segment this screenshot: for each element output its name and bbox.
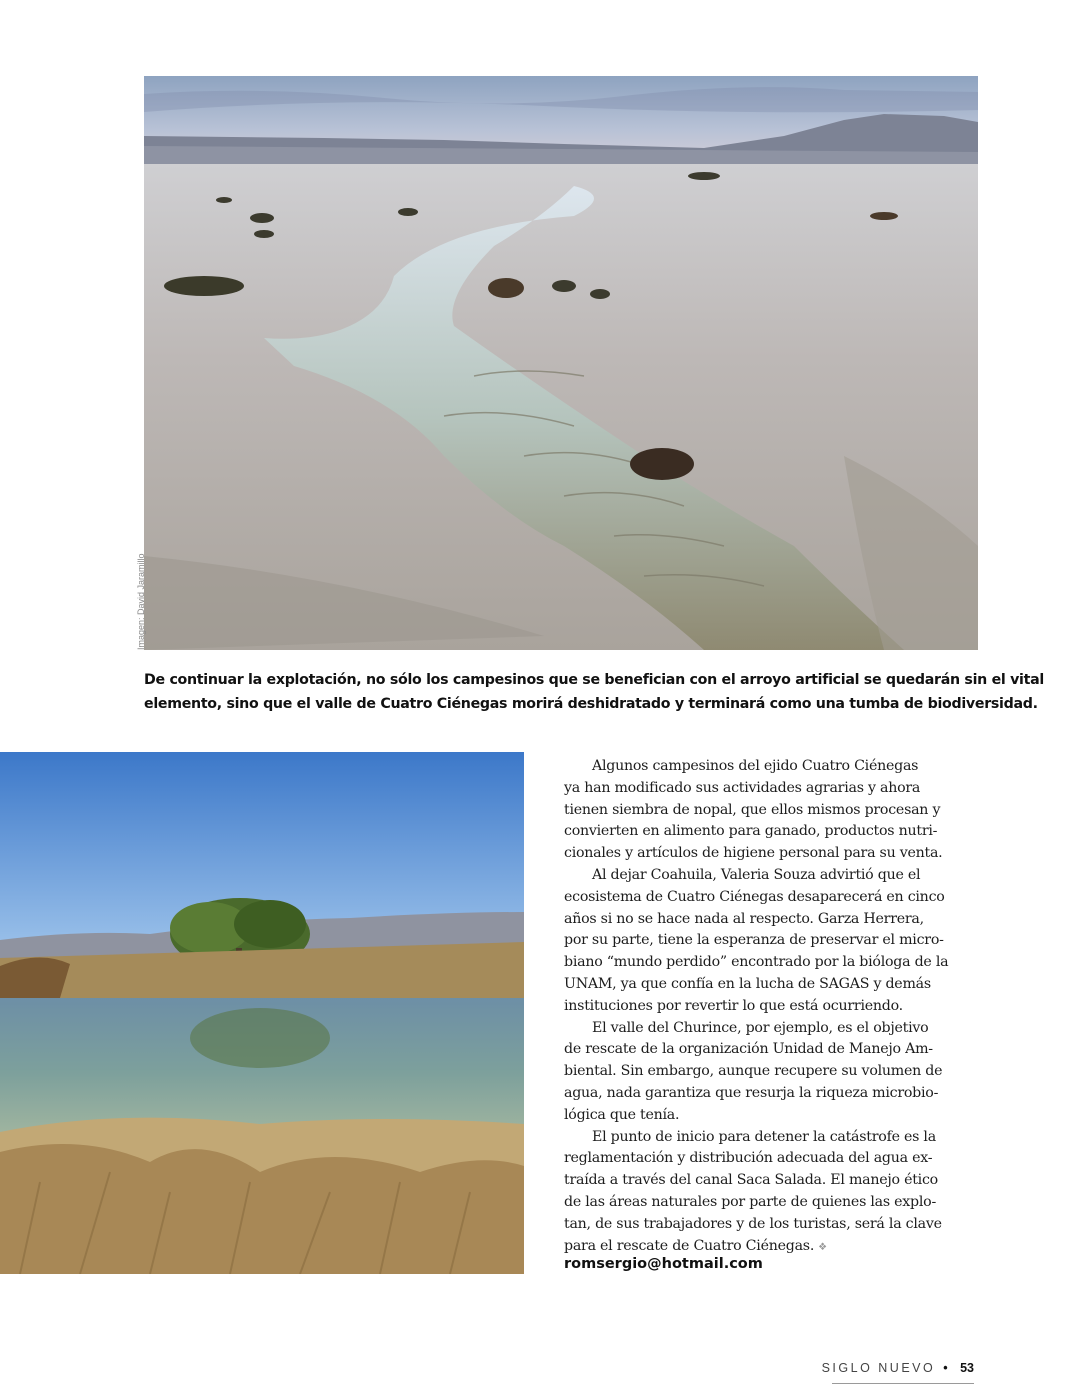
caption-line: elemento, sino que el valle de Cuatro Ciénegas morirá deshidratado y terminará como una tumba de biodiversidad. bbox=[144, 696, 1038, 712]
article-line: de rescate de la organización Unidad de Manejo Am- bbox=[564, 1041, 933, 1058]
magazine-name: SIGLO NUEVO bbox=[821, 1361, 936, 1375]
article-line: tan, de sus trabajadores y de los turistas, será la clave bbox=[564, 1215, 942, 1232]
article-line: lógica que tenía. bbox=[564, 1106, 680, 1123]
article-line: convierten en alimento para ganado, productos nutri- bbox=[564, 823, 938, 840]
footer-rule bbox=[832, 1383, 974, 1384]
article-line: reglamentación y distribución adecuada del agua ex- bbox=[564, 1150, 933, 1167]
article-line: agua, nada garantiza que resurja la riqueza microbio- bbox=[564, 1084, 939, 1101]
article-line: cionales y artículos de higiene personal para su venta. bbox=[564, 845, 943, 862]
article-line: para el rescate de Cuatro Ciénegas. bbox=[564, 1237, 815, 1254]
salt-flat-image bbox=[144, 76, 978, 650]
article-line: instituciones por revertir lo que está ocurriendo. bbox=[564, 997, 903, 1014]
article-line: Algunos campesinos del ejido Cuatro Ciénegas bbox=[592, 758, 919, 774]
article-line: biano “mundo perdido” encontrado por la bióloga de la bbox=[564, 954, 949, 971]
pond-photo bbox=[0, 752, 524, 1274]
photo-caption bbox=[144, 668, 1044, 716]
article-line: por su parte, tiene la esperanza de preservar el micro- bbox=[564, 932, 944, 949]
article-line: ecosistema de Cuatro Ciénegas desaparecerá en cinco bbox=[564, 888, 945, 905]
article-line: de las áreas naturales por parte de quienes las explo- bbox=[564, 1193, 937, 1210]
salt-flat-photo bbox=[144, 76, 978, 650]
article-line: traída a través del canal Saca Salada. El manejo ético bbox=[564, 1172, 938, 1189]
article-line: tienen siembra de nopal, que ellos mismos procesan y bbox=[564, 801, 941, 818]
caption-line: De continuar la explotación, no sólo los campesinos que se benefician con el arroyo artificial se quedarán sin el vital bbox=[144, 672, 1044, 688]
page-footer bbox=[822, 1361, 974, 1375]
article-line: biental. Sin embargo, aunque recupere su volumen de bbox=[564, 1063, 943, 1080]
page-number: 53 bbox=[960, 1361, 974, 1375]
article-line: UNAM, ya que confía en la lucha de SAGAS y demás bbox=[564, 975, 931, 992]
author-email[interactable]: romsergio@hotmail.com bbox=[564, 1256, 763, 1272]
pond-image bbox=[0, 752, 524, 1274]
article-line: Al dejar Coahuila, Valeria Souza advirtió que el bbox=[592, 866, 921, 883]
article-line: El punto de inicio para detener la catástrofe es la bbox=[592, 1128, 936, 1145]
article-line: años si no se hace nada al respecto. Garza Herrera, bbox=[564, 910, 924, 927]
article-last-line bbox=[564, 1236, 976, 1258]
article-line: ya han modificado sus actividades agrarias y ahora bbox=[564, 779, 921, 796]
article-body bbox=[564, 756, 976, 1257]
end-mark-icon: ❖ bbox=[818, 1241, 827, 1253]
footer-separator: • bbox=[943, 1361, 951, 1375]
article-line: El valle del Churince, por ejemplo, es el objetivo bbox=[592, 1019, 929, 1036]
photo-credit: Imagen: David Jaramillo bbox=[136, 553, 146, 650]
